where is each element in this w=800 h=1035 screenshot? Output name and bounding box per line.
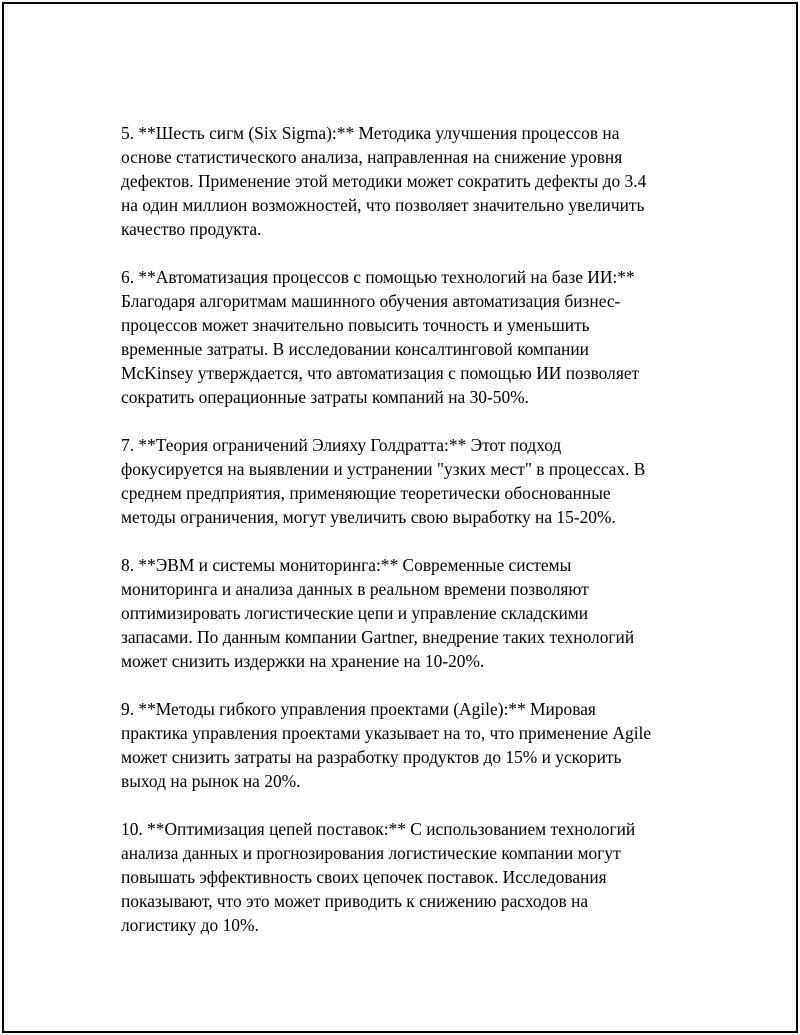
list-item-6 [121,265,693,409]
text-line: McKinsey утверждается, что автоматизация с помощью ИИ позволяет [121,363,640,383]
text-line: 9. **Методы гибкого управления проектами (Agile):** Мировая [121,699,596,719]
text-line: повышать эффективность своих цепочек поставок. Исследования [121,867,607,887]
text-line: методы ограничения, могут увеличить свою выработку на 15-20%. [121,507,616,527]
text-line: сократить операционные затраты компаний на 30-50%. [121,387,529,407]
text-line: практика управления проектами указывает на то, что применение Agile [121,723,652,743]
list-item-7 [121,433,693,529]
text-line: качество продукта. [121,219,262,239]
list-item-5 [121,121,693,241]
text-line: среднем предприятия, применяющие теоретически обоснованные [121,483,611,503]
page-frame [2,2,798,1033]
text-line: оптимизировать логистические цепи и управление складскими [121,603,589,623]
text-line: 8. **ЭВМ и системы мониторинга:** Современные системы [121,555,572,575]
text-line: дефектов. Применение этой методики может сократить дефекты до 3.4 [121,171,647,191]
text-line: может снизить затраты на разработку продуктов до 15% и ускорить [121,747,622,767]
document-body [121,121,693,961]
text-line: анализа данных и прогнозирования логистические компании могут [121,843,621,863]
text-line: основе статистического анализа, направленная на снижение уровня [121,147,623,167]
text-line: Благодаря алгоритмам машинного обучения автоматизация бизнес- [121,291,621,311]
text-line: процессов может значительно повысить точность и уменьшить [121,315,590,335]
text-line: мониторинга и анализа данных в реальном времени позволяют [121,579,589,599]
text-line: может снизить издержки на хранение на 10-20%. [121,651,485,671]
text-line: временные затраты. В исследовании консалтинговой компании [121,339,589,359]
text-line: 6. **Автоматизация процессов с помощью технологий на базе ИИ:** [121,267,635,287]
list-item-8 [121,553,693,673]
text-line: показывают, что это может приводить к снижению расходов на [121,891,589,911]
text-line: выход на рынок на 20%. [121,771,301,791]
text-line: фокусируется на выявлении и устранении "узких мест" в процессах. В [121,459,646,479]
text-line: логистику до 10%. [121,915,259,935]
list-item-9 [121,697,693,793]
text-line: 5. **Шесть сигм (Six Sigma):** Методика улучшения процессов на [121,123,620,143]
text-line: запасами. По данным компании Gartner, внедрение таких технологий [121,627,635,647]
text-line: 10. **Оптимизация цепей поставок:** С использованием технологий [121,819,636,839]
list-item-10 [121,817,693,937]
text-line: 7. **Теория ограничений Элияху Голдратта:** Этот подход [121,435,562,455]
text-line: на один миллион возможностей, что позволяет значительно увеличить [121,195,645,215]
